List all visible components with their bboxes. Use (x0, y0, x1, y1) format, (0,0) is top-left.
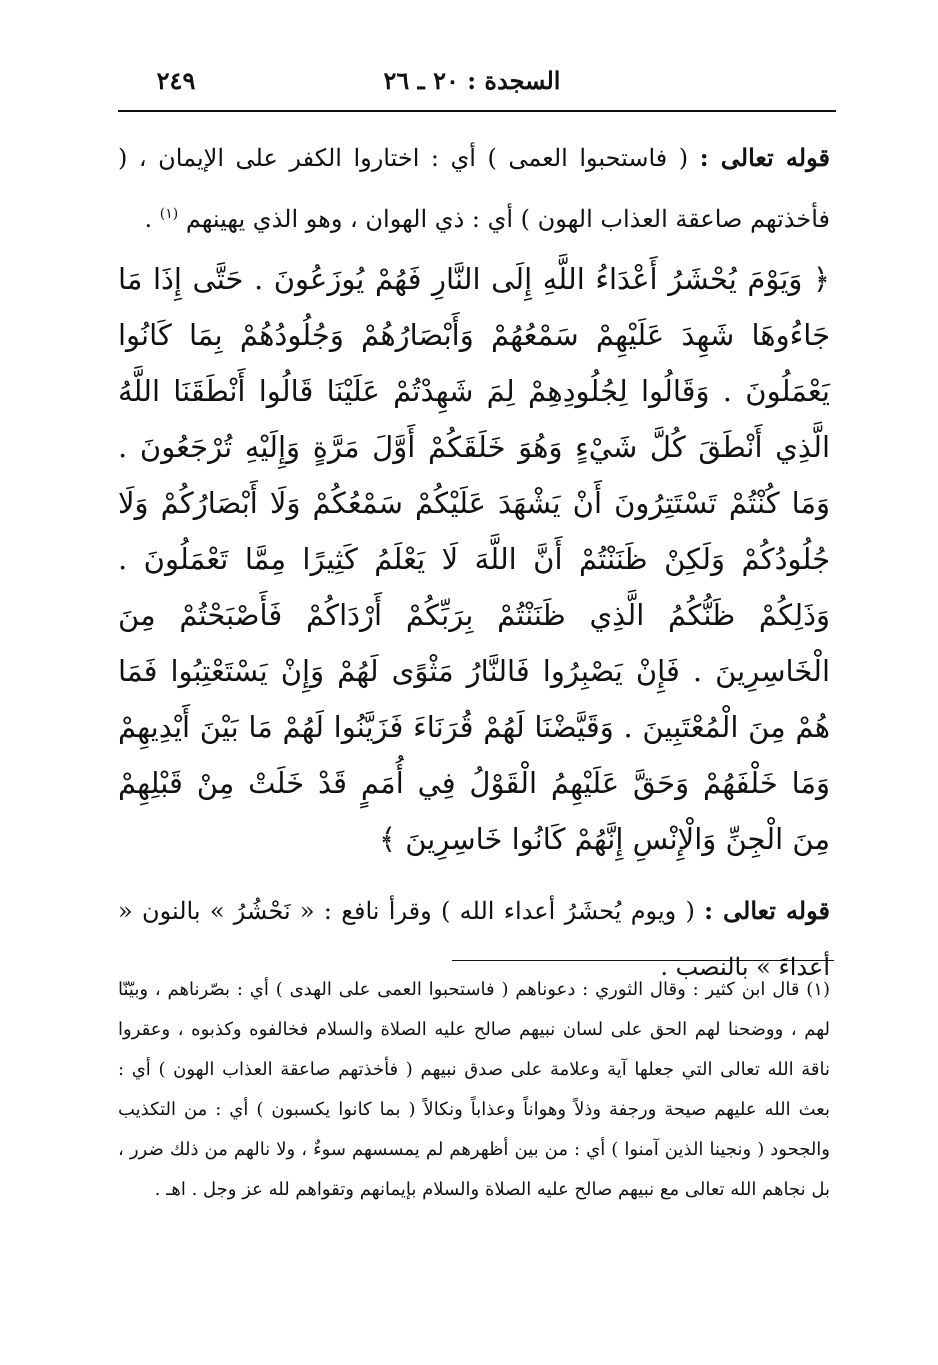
commentary-text: ( ويوم يُحشَرُ أعداء الله ) وقرأ نافع : « نَحْشُرُ » بالنون « أعداءَ » بالنصب . (118, 897, 830, 981)
footnote-text: (١) قال ابن كثير : وقال الثوري : دعوناهم ( فاستحبوا العمى على الهدى ) أي : بصّرناهم ، وبيّنّا لهم ، ووضحنا لهم الحق على لسان نبيهم صالح عليه الصلاة والسلام فخالفوه وكذبوه ، وعقروا ناقة الله تعالى التي جعلها آية وعلامة على صدق نبيهم ( فأخذتهم صاعقة العذاب الهون ) أي : بعث الله عليهم صيحة ورجفة وذلاً وهواناً وعذاباً ونكالاً ( بما كانوا يكسبون ) أي : من التكذيب والجحود ( ونجينا الذين آمنوا ) أي : من بين أظهرهم لم يمسسهم سوءٌ ، ولا نالهم من ذلك ضرر ، بل نجاهم الله تعالى مع نبيهم صالح عليه الصلاة والسلام بإيمانهم وتقواهم لله عز وجل . اهـ . (118, 979, 830, 1200)
quran-passage: ﴿ وَيَوْمَ يُحْشَرُ أَعْدَاءُ اللَّهِ إِلَى النَّارِ فَهُمْ يُوزَعُونَ . حَتَّى إِذَا مَا جَاءُوهَا شَهِدَ عَلَيْهِمْ سَمْعُهُمْ وَأَبْصَارُهُمْ وَجُلُودُهُمْ بِمَا كَانُوا يَعْمَلُونَ . وَقَالُوا لِجُلُودِهِمْ لِمَ شَهِدْتُمْ عَلَيْنَا قَالُوا أَنْطَقَنَا اللَّهُ الَّذِي أَنْطَقَ كُلَّ شَيْءٍ وَهُوَ خَلَقَكُمْ أَوَّلَ مَرَّةٍ وَإِلَيْهِ تُرْجَعُونَ . وَمَا كُنْتُمْ تَسْتَتِرُونَ أَنْ يَشْهَدَ عَلَيْكُمْ سَمْعُكُمْ وَلَا أَبْصَارُكُمْ وَلَا جُلُودُكُمْ وَلَكِنْ ظَنَنْتُمْ أَنَّ اللَّهَ لَا يَعْلَمُ كَثِيرًا مِمَّا تَعْمَلُونَ . وَذَلِكُمْ ظَنُّكُمُ الَّذِي ظَنَنْتُمْ بِرَبِّكُمْ أَرْدَاكُمْ فَأَصْبَحْتُمْ مِنَ الْخَاسِرِينَ . فَإِنْ يَصْبِرُوا فَالنَّارُ مَثْوًى لَهُمْ وَإِنْ يَسْتَعْتِبُوا فَمَا هُمْ مِنَ الْمُعْتَبِينَ . وَقَيَّضْنَا لَهُمْ قُرَنَاءَ فَزَيَّنُوا لَهُمْ مَا بَيْنَ أَيْدِيهِمْ وَمَا خَلْفَهُمْ وَحَقَّ عَلَيْهِمُ الْقَوْلُ فِي أُمَمٍ قَدْ خَلَتْ مِنْ قَبْلِهِمْ مِنَ الْجِنِّ وَالْإِنْسِ إِنَّهُمْ كَانُوا خَاسِرِينَ ﴾ (118, 262, 830, 856)
chapter-title: السجدة : ٢٠ ـ ٢٦ (383, 66, 561, 95)
paragraph-lead: قوله تعالى : (704, 896, 830, 925)
footnote-rule (452, 960, 834, 961)
running-head (118, 64, 826, 98)
page-number: ٢٤٩ (156, 66, 196, 95)
commentary-paragraph-1 (118, 130, 830, 247)
commentary-text: ( فاستحبوا العمى ) أي : اختاروا الكفر على الإيمان ، ( فأخذتهم صاعقة العذاب الهون ) أي : ذي الهوان ، وهو الذي يهينهم (118, 144, 830, 233)
footnote (118, 970, 830, 1210)
sentence-end: . (144, 205, 153, 233)
main-text (118, 130, 830, 995)
footnote-mark: (١) (159, 206, 179, 222)
paragraph-lead: قوله تعالى : (699, 143, 830, 172)
header-rule (118, 110, 836, 112)
